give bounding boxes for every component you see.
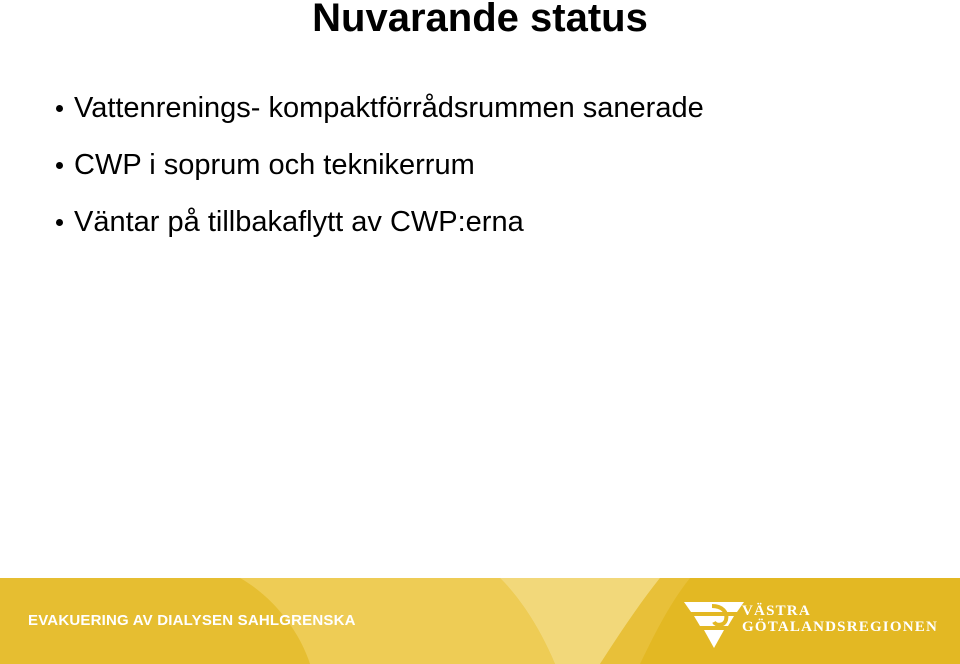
logo-wordmark [742,603,938,636]
logo-line-1: VÄSTRA [742,603,811,619]
slide-title [0,0,960,41]
footer-band [0,578,960,664]
slide-title-text: Nuvarande status [312,0,648,40]
bullet-item: Väntar på tillbakaflytt av CWP:erna [52,194,704,251]
footer-caption: EVAKUERING AV DIALYSEN SAHLGRENSKA [28,612,356,629]
vastra-gotalandsregionen-logo-icon [682,596,746,650]
bullet-item: CWP i soprum och teknikerrum [52,137,704,194]
bullet-item: Vattenrenings- kompaktförrådsrummen sanerade [52,80,704,137]
logo-line-2: GÖTALANDSREGIONEN [742,619,938,635]
bullet-list [52,80,704,251]
